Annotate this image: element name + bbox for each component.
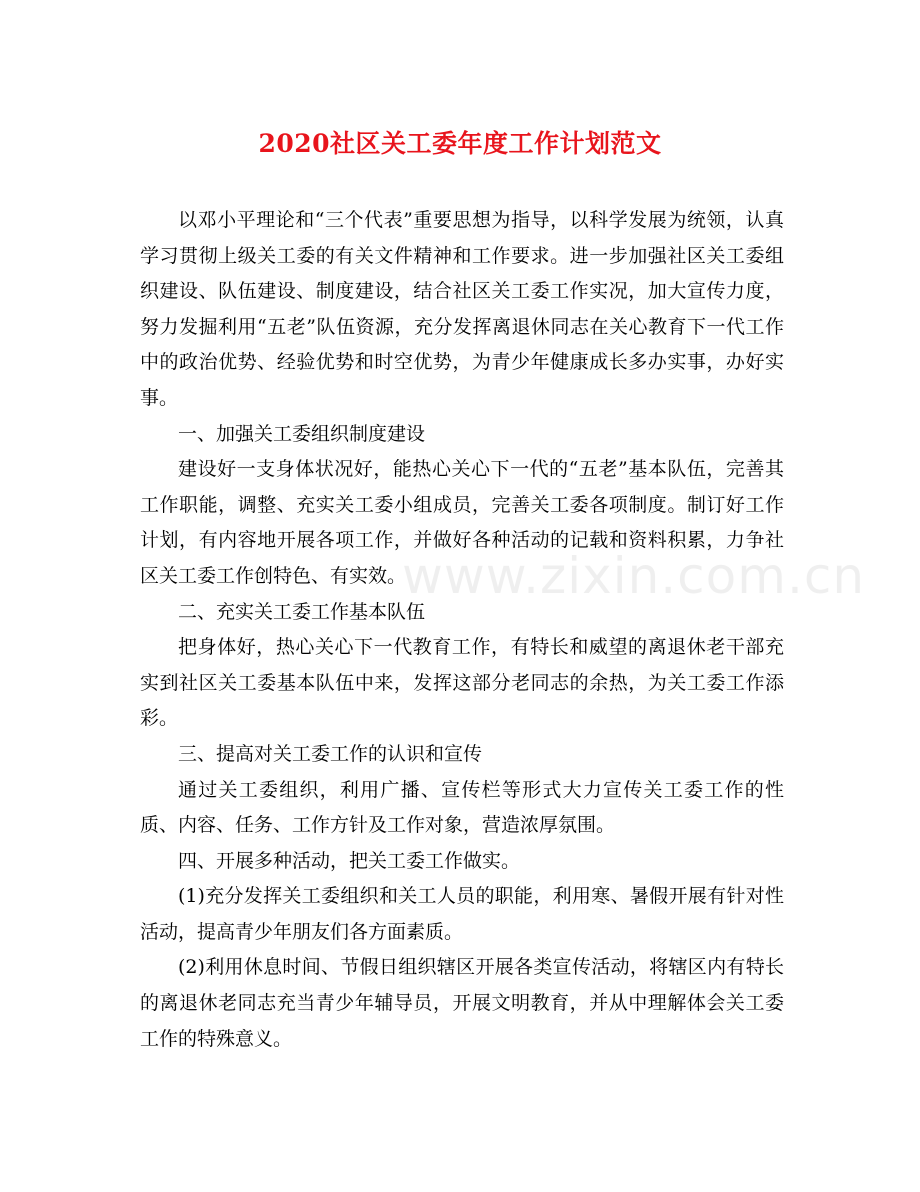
section-heading-3: 三、提高对关工委工作的认识和宣传 xyxy=(178,742,483,765)
paragraph-intro: 以邓小平理论和“三个代表”重要思想为指导，以科学发展为统领，认真学习贯彻上级关工委的有关文件精神和工作要求。进一步加强社区关工委组织建设、队伍建设、制度建设，结合社区关工委工作实况，加大宣传力度，努力发掘利用“五老”队伍资源，充分发挥离退休同志在关心教育下一代工作中的政治优势、经验优势和时空优势，为青少年健康成长多办实事，办好实事。 xyxy=(140,209,784,409)
list-item-1: (1)充分发挥关工委组织和关工人员的职能，利用寒、暑假开展有针对性活动，提高青少年朋友们各方面素质。 xyxy=(140,885,784,943)
watermark: www.zixin.com.cn xyxy=(402,547,866,605)
section-heading-1: 一、加强关工委组织制度建设 xyxy=(178,422,426,445)
section-heading-2: 二、充实关工委工作基本队伍 xyxy=(178,600,426,623)
paragraph-section-1: 建设好一支身体状况好，能热心关心下一代的“五老”基本队伍，完善其工作职能，调整、充实关工委小组成员，完善关工委各项制度。制订好工作计划，有内容地开展各项工作，并做好各种活动的记载和资料积累，力争社区关工委工作创特色、有实效。 xyxy=(140,458,784,587)
paragraph-section-3: 通过关工委组织，利用广播、宣传栏等形式大力宣传关工委工作的性质、内容、任务、工作方针及工作对象，营造浓厚氛围。 xyxy=(140,778,784,837)
document-body xyxy=(140,203,784,1057)
section-heading-4: 四、开展多种活动，把关工委工作做实。 xyxy=(178,849,521,872)
document-title: 2020社区关工委年度工作计划范文 xyxy=(258,129,662,158)
list-item-2: (2)利用休息时间、节假日组织辖区开展各类宣传活动，将辖区内有特长的离退休老同志充当青少年辅导员，开展文明教育，并从中理解体会关工委工作的特殊意义。 xyxy=(140,956,784,1050)
paragraph-section-2: 把身体好，热心关心下一代教育工作，有特长和威望的离退休老干部充实到社区关工委基本队伍中来，发挥这部分老同志的余热，为关工委工作添彩。 xyxy=(140,636,784,730)
